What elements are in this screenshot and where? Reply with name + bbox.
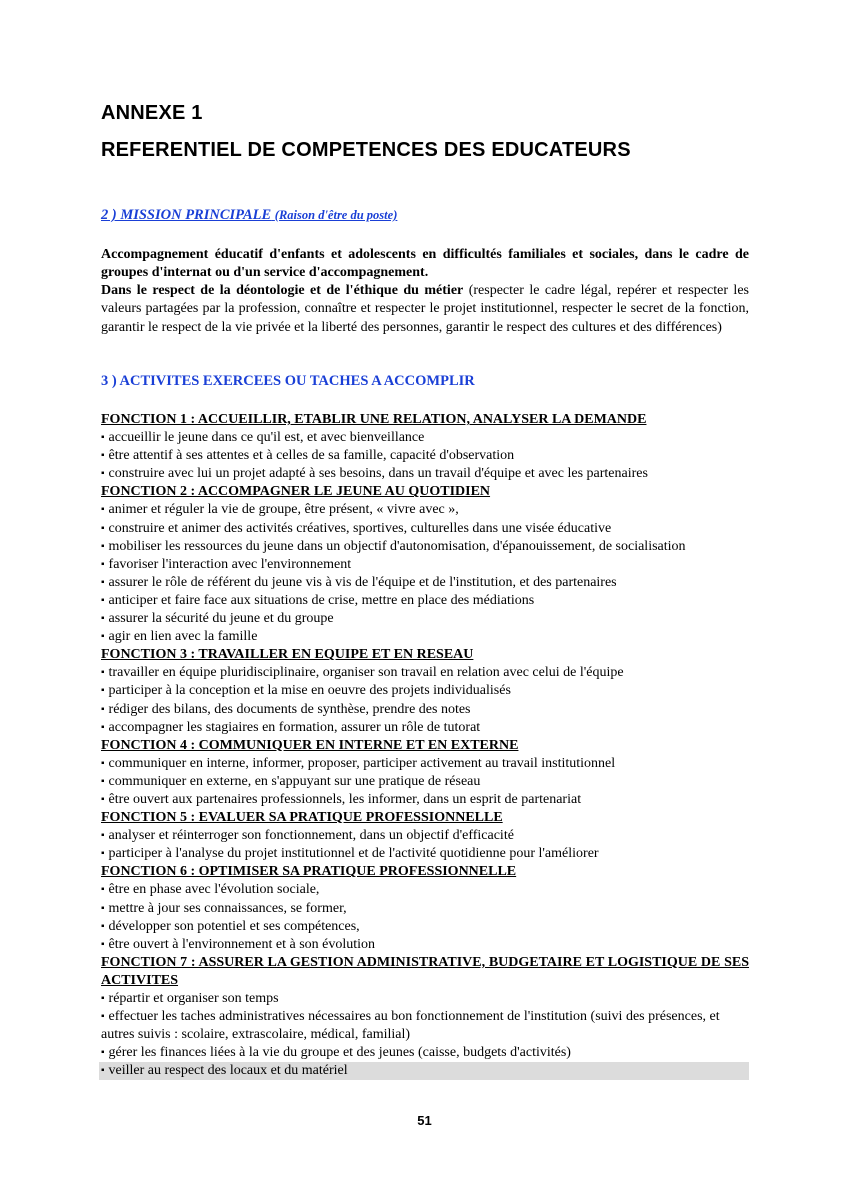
function-task-text: accompagner les stagiaires en formation, assurer un rôle de tutorat xyxy=(108,719,481,735)
function-task-text: construire avec lui un projet adapté à ses besoins, dans un travail d'équipe et avec les partenaires xyxy=(108,466,648,482)
function-task-text: analyser et réinterroger son fonctionnement, dans un objectif d'efficacité xyxy=(108,828,514,844)
bullet-icon: ▪ xyxy=(101,793,105,805)
function-task-text: travailler en équipe pluridisciplinaire, organiser son travail en relation avec celui de l'équipe xyxy=(108,665,624,681)
function-task-item xyxy=(101,664,749,682)
bullet-icon: ▪ xyxy=(101,938,105,950)
bullet-icon: ▪ xyxy=(101,667,105,679)
bullet-icon: ▪ xyxy=(101,830,105,842)
function-task-text: veiller au respect des locaux et du matériel xyxy=(108,1063,348,1079)
function-task-item xyxy=(101,918,749,936)
mission-paragraph: Accompagnement éducatif d'enfants et adolescents en difficultés familiales et sociales, dans le cadre de groupes d'internat ou d'un service d'accompagnement. xyxy=(101,247,749,281)
page-number: 51 xyxy=(417,1113,432,1128)
function-task-item xyxy=(101,755,749,773)
function-task-text: être ouvert aux partenaires professionnels, les informer, dans un esprit de partenariat xyxy=(108,791,582,807)
function-task-text: mobiliser les ressources du jeune dans un objectif d'autonomisation, d'épanouissement, de socialisation xyxy=(108,538,686,554)
function-heading: FONCTION 6 : OPTIMISER SA PRATIQUE PROFESSIONNELLE xyxy=(101,864,517,880)
annex-main-title: REFERENTIEL DE COMPETENCES DES EDUCATEURS xyxy=(101,139,631,161)
function-task-item xyxy=(101,682,749,700)
function-task-text: animer et réguler la vie de groupe, être présent, « vivre avec », xyxy=(108,502,459,518)
bullet-icon: ▪ xyxy=(101,685,105,697)
bullet-icon: ▪ xyxy=(101,902,105,914)
function-task-text: agir en lien avec la famille xyxy=(108,629,258,645)
function-task-item xyxy=(101,538,749,556)
function-task-item xyxy=(101,628,749,646)
function-task-text: participer à l'analyse du projet institutionnel et de l'activité quotidienne pour l'améliorer xyxy=(108,846,599,862)
function-task-item xyxy=(101,465,749,483)
function-task-item xyxy=(101,881,749,899)
function-task-item xyxy=(101,1044,749,1062)
function-task-item xyxy=(101,701,749,719)
function-task-text: rédiger des bilans, des documents de synthèse, prendre des notes xyxy=(108,701,471,717)
bullet-icon: ▪ xyxy=(101,703,105,715)
function-task-item xyxy=(101,827,749,845)
bullet-icon: ▪ xyxy=(101,450,105,462)
function-task-item xyxy=(101,429,749,447)
function-task-text: mettre à jour ses connaissances, se former, xyxy=(108,900,347,916)
function-heading: FONCTION 3 : TRAVAILLER EN EQUIPE ET EN RESEAU xyxy=(101,647,474,663)
functions-list xyxy=(101,411,749,1080)
function-task-item xyxy=(101,1008,749,1044)
function-task-text: assurer le rôle de référent du jeune vis à vis de l'équipe et de l'institution, et des partenaires xyxy=(108,574,617,590)
function-task-text: développer son potentiel et ses compétences, xyxy=(108,918,360,934)
bullet-icon: ▪ xyxy=(101,432,105,444)
bullet-icon: ▪ xyxy=(101,613,105,625)
bullet-icon: ▪ xyxy=(101,594,105,606)
function-task-text: effectuer les taches administratives nécessaires au bon fonctionnement de l'institution (suivi des présences, et autres suivis : scolaire, extrascolaire, médical, familial) xyxy=(101,1009,720,1043)
function-task-text: répartir et organiser son temps xyxy=(108,991,279,1006)
section-2-heading xyxy=(101,207,397,224)
function-task-item xyxy=(101,592,749,610)
bullet-icon: ▪ xyxy=(101,884,105,896)
function-task-item xyxy=(101,791,749,809)
function-heading: FONCTION 5 : EVALUER SA PRATIQUE PROFESSIONNELLE xyxy=(101,810,503,826)
function-task-item xyxy=(101,520,749,538)
function-task-text: favoriser l'interaction avec l'environnement xyxy=(108,556,352,572)
function-task-text: assurer la sécurité du jeune et du groupe xyxy=(108,611,334,627)
bullet-icon: ▪ xyxy=(101,1065,105,1077)
function-task-text: communiquer en interne, informer, proposer, participer activement au travail institutionnel xyxy=(108,755,616,771)
function-task-text: accueillir le jeune dans ce qu'il est, et avec bienveillance xyxy=(108,430,425,446)
function-task-text: être ouvert à l'environnement et à son évolution xyxy=(108,936,376,952)
section-3-heading: 3 ) ACTIVITES EXERCEES OU TACHES A ACCOMPLIR xyxy=(101,373,475,389)
bullet-icon: ▪ xyxy=(101,558,105,570)
function-task-item xyxy=(101,556,749,574)
function-task-item xyxy=(101,501,749,519)
function-task-item xyxy=(101,900,749,918)
function-task-item xyxy=(99,1062,749,1080)
function-task-text: participer à la conception et la mise en oeuvre des projets individualisés xyxy=(108,683,511,699)
bullet-icon: ▪ xyxy=(101,522,105,534)
function-heading: FONCTION 1 : ACCUEILLIR, ETABLIR UNE RELATION, ANALYSER LA DEMANDE xyxy=(101,412,647,427)
bullet-icon: ▪ xyxy=(101,920,105,932)
ethics-paragraph-lead: Dans le respect de la déontologie et de l'éthique du métier xyxy=(101,283,464,298)
function-heading: FONCTION 2 : ACCOMPAGNER LE JEUNE AU QUOTIDIEN xyxy=(101,484,491,500)
bullet-icon: ▪ xyxy=(101,848,105,860)
function-task-text: anticiper et faire face aux situations de crise, mettre en place des médiations xyxy=(108,592,535,608)
function-task-text: être attentif à ses attentes et à celles de sa famille, capacité d'observation xyxy=(108,448,515,464)
bullet-icon: ▪ xyxy=(101,721,105,733)
function-task-item xyxy=(101,574,749,592)
section-2-heading-paren: (Raison d'être du poste) xyxy=(274,208,398,222)
bullet-icon: ▪ xyxy=(101,993,105,1004)
function-task-item xyxy=(101,990,749,1008)
function-heading: FONCTION 7 : ASSURER LA GESTION ADMINISTRATIVE, BUDGETAIRE ET LOGISTIQUE DE SES ACTIVITES xyxy=(101,954,749,988)
function-task-text: gérer les finances liées à la vie du groupe et des jeunes (caisse, budgets d'activités) xyxy=(108,1045,571,1061)
function-task-item xyxy=(101,610,749,628)
ethics-paragraph-rest: (respecter le cadre légal, repérer et respecter les valeurs partagées par la profession, connaître et respecter le projet institutionnel, respecter le secret de la fonction, garantir le respect de la vie privée et la liberté des personnes, garantir le respect des cultures et des différences) xyxy=(101,283,749,335)
bullet-icon: ▪ xyxy=(101,631,105,643)
function-task-text: construire et animer des activités créatives, sportives, culturelles dans une visée éducative xyxy=(108,520,612,536)
bullet-icon: ▪ xyxy=(101,576,105,588)
function-task-text: être en phase avec l'évolution sociale, xyxy=(108,882,320,898)
bullet-icon: ▪ xyxy=(101,757,105,769)
annex-number-title: ANNEXE 1 xyxy=(101,102,203,124)
bullet-icon: ▪ xyxy=(101,540,105,552)
function-task-text: communiquer en externe, en s'appuyant sur une pratique de réseau xyxy=(108,773,481,789)
bullet-icon: ▪ xyxy=(101,504,105,516)
section-2-heading-text: 2 ) MISSION PRINCIPALE xyxy=(101,207,272,223)
function-heading: FONCTION 4 : COMMUNIQUER EN INTERNE ET EN EXTERNE xyxy=(101,737,519,753)
function-task-item xyxy=(101,773,749,791)
function-task-item xyxy=(101,936,749,954)
bullet-icon: ▪ xyxy=(101,468,105,480)
ethics-paragraph xyxy=(101,282,749,337)
bullet-icon: ▪ xyxy=(101,775,105,787)
function-task-item xyxy=(101,447,749,465)
bullet-icon: ▪ xyxy=(101,1047,105,1059)
function-task-item xyxy=(101,845,749,863)
bullet-icon: ▪ xyxy=(101,1011,105,1023)
function-task-item xyxy=(101,719,749,737)
